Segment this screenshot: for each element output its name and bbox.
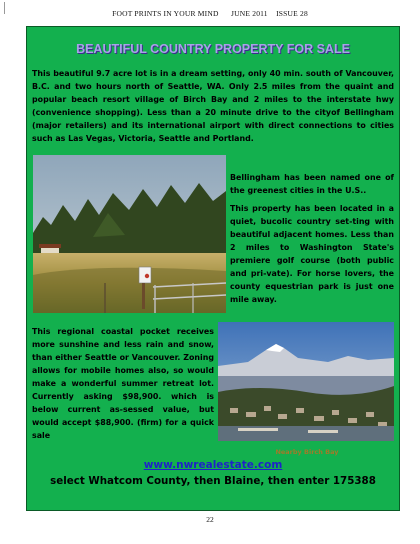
page-number: 22 [206,515,214,524]
issue-date: JUNE 2011 [231,9,268,18]
birch-bay-photo [218,322,394,441]
search-instructions: select Whatcom County, then Blaine, then enter 175388 [50,475,376,487]
right-text-property: This property has been located in a quiet, bucolic country set-ting with beautiful adjacent homes. Less than 2 miles to Washington State's premiere golf course (both public and pri-vate). For horse lovers, the county equestrian park is just one mile away. [230,204,394,304]
photo-caption: Nearby Birch Bay [275,448,339,456]
ad-title: BEAUTIFUL COUNTRY PROPERTY FOR SALE [76,42,350,56]
intro-text: This beautiful 9.7 acre lot is in a dream setting, only 40 min. south of Vancouver, B.C. and two hours north of Seattle, WA. Only 2.5 miles from the quaint and popular beach resort village of Birch Bay and 2 miles to the interstate hwy (convenience shopping). Less than a 20 minute drive to the cityof Bellingham (major retailers) and its international airport with direct connections to cities such as Las Vegas, Victoria, Seattle and Portland. [32,69,394,143]
right-column [230,171,394,306]
intro-paragraph [32,67,394,145]
lower-paragraph [32,325,214,442]
lower-text: This regional coastal pocket receives more sunshine and less rain and snow, than either Seattle or Vancouver. Zoning allows for mobile homes also, so would make a wonderful summer retreat lot. Currently asking $98,900. which is below current as-sessed value, but would accept $88,900. (firm) for a quick sale [32,327,214,440]
website-link[interactable]: www.nwrealestate.com [143,459,283,471]
right-text-bellingham: Bellingham has been named one of the greenest cities in the U.S.. [230,173,394,195]
property-field-photo [33,155,226,313]
page-header [0,9,420,18]
issue-number: ISSUE 28 [276,9,308,18]
publication-name: FOOT PRINTS IN YOUR MIND [112,9,219,18]
property-ad-panel [26,26,400,511]
